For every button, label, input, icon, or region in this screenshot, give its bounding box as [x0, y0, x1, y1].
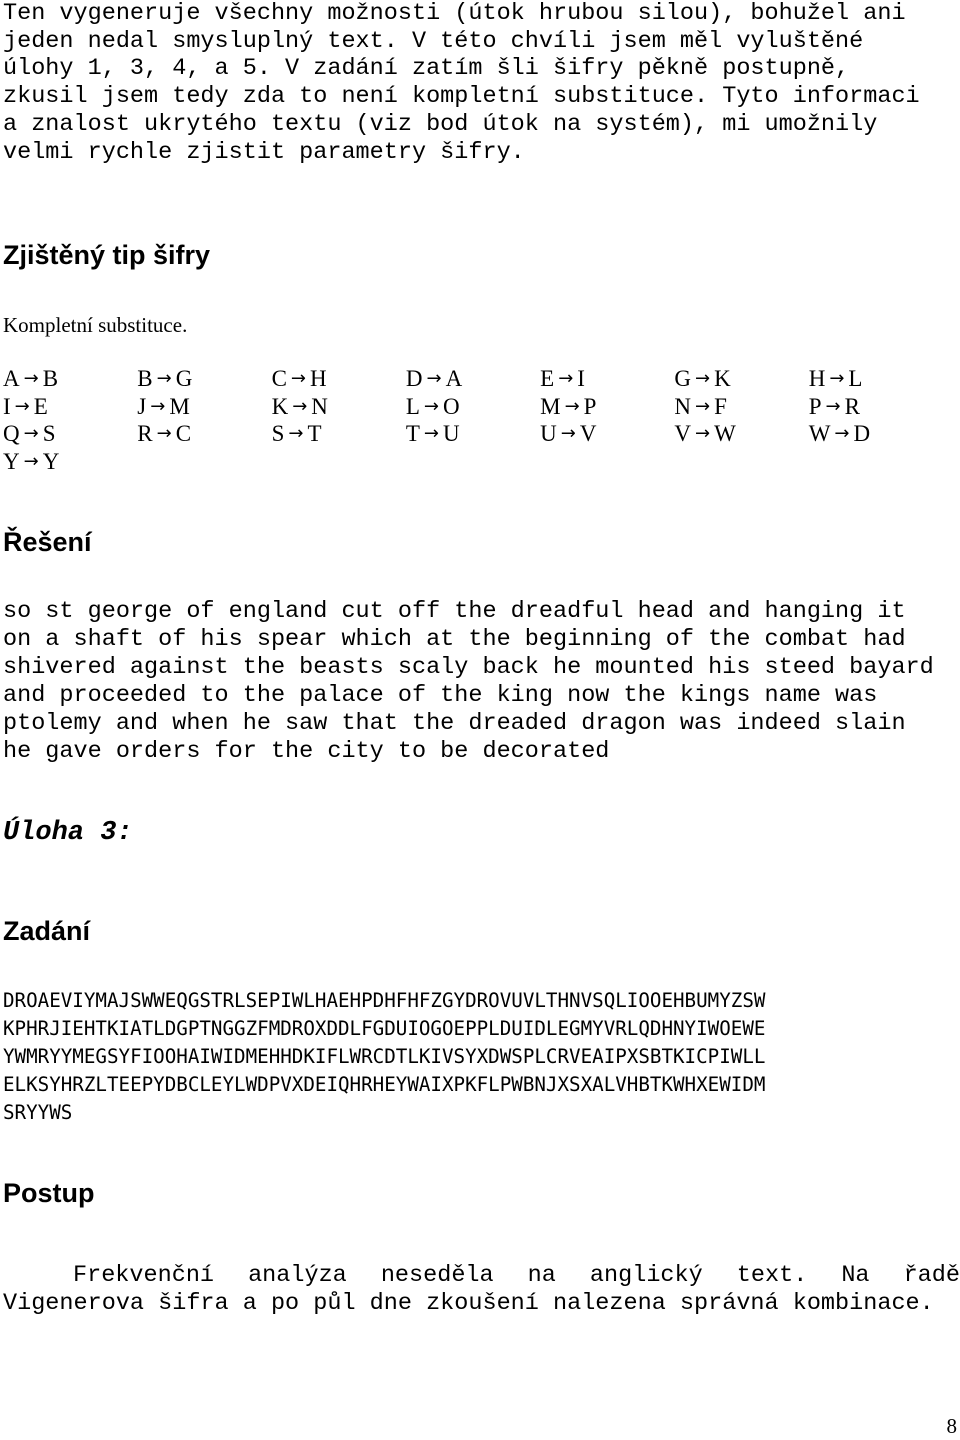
cipher-letter: T: [307, 421, 322, 447]
cipher-letter: S: [42, 421, 56, 447]
cipher-letter: O: [443, 393, 460, 419]
mapping-pair: [809, 421, 943, 449]
mapping-pair: [137, 366, 271, 394]
substitution-mapping-table: [3, 366, 943, 477]
mapping-pair: [406, 366, 540, 394]
right-arrow-icon: →: [560, 423, 576, 445]
plain-letter: I: [3, 393, 11, 419]
right-arrow-icon: →: [156, 368, 172, 389]
intro-line: jeden nedal smysluplný text. V této chvíli jsem měl vyluštěné: [3, 27, 864, 55]
right-arrow-icon: →: [825, 395, 841, 417]
cipher-letter: F: [714, 393, 727, 419]
page-number: 8: [946, 1414, 957, 1438]
right-arrow-icon: →: [150, 395, 166, 417]
plain-letter: L: [405, 393, 420, 419]
procedure-word: na: [527, 1262, 556, 1289]
cipher-letter: A: [445, 366, 463, 391]
right-arrow-icon: →: [423, 395, 439, 417]
intro-line: Ten vygeneruje všechny možnosti (útok hrubou silou), bohužel ani: [3, 0, 906, 27]
right-arrow-icon: →: [834, 423, 850, 445]
right-arrow-icon: →: [290, 368, 306, 389]
cipher-letter: V: [579, 421, 597, 447]
plain-letter: C: [271, 366, 287, 391]
plain-letter: K: [271, 393, 289, 419]
intro-line: zkusil jsem tedy zda to není kompletní substituce. Tyto informaci: [3, 83, 920, 111]
procedure-word: analýza: [248, 1262, 347, 1289]
solution-line: so st george of england cut off the dreadful head and hanging it: [3, 598, 906, 625]
mapping-pair: [540, 394, 674, 422]
mapping-pair: [540, 366, 674, 394]
mapping-pair: [674, 421, 808, 449]
mapping-pair: [540, 421, 674, 449]
plain-letter: B: [137, 366, 153, 391]
cipher-letter: D: [853, 421, 871, 447]
right-arrow-icon: →: [829, 368, 845, 389]
solution-line: on a shaft of his spear which at the beginning of the combat had: [3, 626, 906, 653]
plain-letter: G: [674, 366, 692, 391]
ciphertext-line: YWMRYYMEGSYFIOOHAIWIDMEHHDKIFLWRCDTLKIVSYXDWSPLCRVEAIPXSBTKICPIWLL: [3, 1045, 766, 1068]
right-arrow-icon: →: [23, 423, 39, 445]
mapping-pair: [272, 421, 406, 449]
procedure-word: řadě: [903, 1262, 960, 1289]
substitution-type-text: Kompletní substituce.: [3, 313, 188, 337]
plain-letter: M: [540, 393, 561, 419]
mapping-pair: [809, 366, 943, 394]
mapping-pair: [137, 421, 271, 449]
ciphertext-line: KPHRJIEHTKIATLDGPTNGGZFMDROXDDLFGDUIOGOEPPLDUIDLEGMYVRLQDHNYIWOEWE: [3, 1017, 766, 1040]
mapping-pair: [137, 394, 271, 422]
plain-letter: V: [674, 421, 692, 447]
cipher-letter: B: [42, 366, 59, 391]
solution-line: he gave orders for the city to be decorated: [3, 738, 610, 765]
cipher-letter: N: [311, 393, 328, 419]
cipher-letter: W: [714, 421, 736, 447]
mapping-pair: [3, 421, 137, 449]
plain-letter: S: [271, 421, 285, 447]
procedure-heading: Postup: [3, 1178, 95, 1208]
right-arrow-icon: →: [14, 395, 30, 417]
ciphertext-line: ELKSYHRZLTEEPYDBCLEYLWDPVXDEIQHRHEYWAIXPKFLPWBNJXSXALVHBTKWHXEWIDM: [3, 1073, 766, 1096]
mapping-pair: [272, 394, 406, 422]
plain-letter: U: [540, 421, 557, 447]
plain-letter: E: [540, 366, 555, 391]
cipher-letter: P: [583, 393, 597, 419]
procedure-line-2: Vigenerova šifra a po půl dne zkoušení nalezena správná kombinace.: [3, 1290, 934, 1317]
intro-line: úlohy 1, 3, 4, a 5. V zadání zatím šli šifry pěkně postupně,: [3, 55, 850, 83]
mapping-row: [3, 421, 943, 449]
plain-letter: D: [405, 366, 423, 391]
cipher-letter: Y: [42, 449, 60, 475]
right-arrow-icon: →: [695, 395, 711, 417]
cipher-letter: R: [844, 393, 860, 419]
mapping-pair: [674, 394, 808, 422]
right-arrow-icon: →: [558, 368, 574, 389]
solution-line: shivered against the beasts scaly back he mounted his steed bayard: [3, 654, 934, 681]
cipher-letter: H: [310, 366, 327, 391]
intro-line: a znalost ukrytého textu (viz bod útok na systém), mi umožnily: [3, 110, 878, 138]
task-title: Úloha 3:: [3, 818, 133, 848]
right-arrow-icon: →: [23, 451, 39, 473]
intro-line: velmi rychle zjistit parametry šifry.: [3, 138, 525, 166]
ciphertext-block: [3, 987, 765, 1127]
procedure-word: Frekvenční: [73, 1262, 215, 1289]
plain-letter: T: [405, 421, 420, 447]
cipher-letter: L: [848, 366, 863, 391]
solution-text: [3, 598, 934, 766]
mapping-pair: [406, 421, 540, 449]
procedure-line-1: [3, 1262, 960, 1290]
cipher-letter: M: [169, 393, 190, 419]
cipher-letter: C: [175, 421, 192, 447]
right-arrow-icon: →: [564, 395, 580, 417]
mapping-pair: [3, 449, 144, 477]
procedure-word: text.: [736, 1262, 808, 1289]
ciphertext-line: DROAEVIYMAJSWWEQGSTRLSEPIWLHAEHPDHFHFZGYDROVUVLTHNVSQLIOOEHBUMYZSW: [3, 989, 766, 1012]
right-arrow-icon: →: [423, 423, 439, 445]
mapping-pair: [674, 366, 808, 394]
plain-letter: Q: [3, 421, 20, 447]
cipher-letter: U: [443, 421, 460, 447]
right-arrow-icon: →: [288, 423, 304, 445]
solution-line: ptolemy and when he saw that the dreaded dragon was indeed slain: [3, 710, 906, 737]
cipher-letter: E: [33, 393, 48, 419]
solution-heading: Řešení: [3, 527, 92, 557]
ciphertext-line: SRYYWS: [3, 1101, 73, 1124]
intro-paragraph: [3, 0, 920, 166]
cipher-letter: K: [714, 366, 731, 391]
cipher-tip-heading: Zjištěný tip šifry: [3, 240, 211, 270]
plain-letter: A: [3, 366, 20, 391]
plain-letter: Y: [3, 449, 20, 475]
right-arrow-icon: →: [426, 368, 442, 389]
mapping-pair: [3, 394, 137, 422]
right-arrow-icon: →: [156, 423, 172, 445]
solution-line: and proceeded to the palace of the king now the kings name was: [3, 682, 878, 709]
plain-letter: N: [674, 393, 692, 419]
mapping-pair: [3, 366, 137, 394]
mapping-pair: [272, 366, 406, 394]
cipher-letter: G: [175, 366, 193, 391]
plain-letter: H: [808, 366, 826, 391]
mapping-pair: [406, 394, 540, 422]
procedure-word: neseděla: [380, 1262, 494, 1289]
mapping-pair: [809, 394, 943, 422]
right-arrow-icon: →: [695, 423, 711, 445]
mapping-row: [3, 449, 943, 477]
assignment-heading: Zadání: [3, 916, 91, 946]
right-arrow-icon: →: [292, 395, 308, 417]
plain-letter: W: [808, 421, 831, 447]
plain-letter: P: [808, 393, 822, 419]
procedure-word: anglický: [589, 1262, 703, 1289]
mapping-row: [3, 394, 943, 422]
procedure-word: Na: [841, 1262, 870, 1289]
cipher-letter: I: [577, 366, 585, 391]
plain-letter: J: [137, 393, 147, 419]
right-arrow-icon: →: [695, 368, 711, 389]
right-arrow-icon: →: [23, 368, 39, 389]
mapping-row: [3, 366, 943, 394]
plain-letter: R: [137, 421, 153, 447]
